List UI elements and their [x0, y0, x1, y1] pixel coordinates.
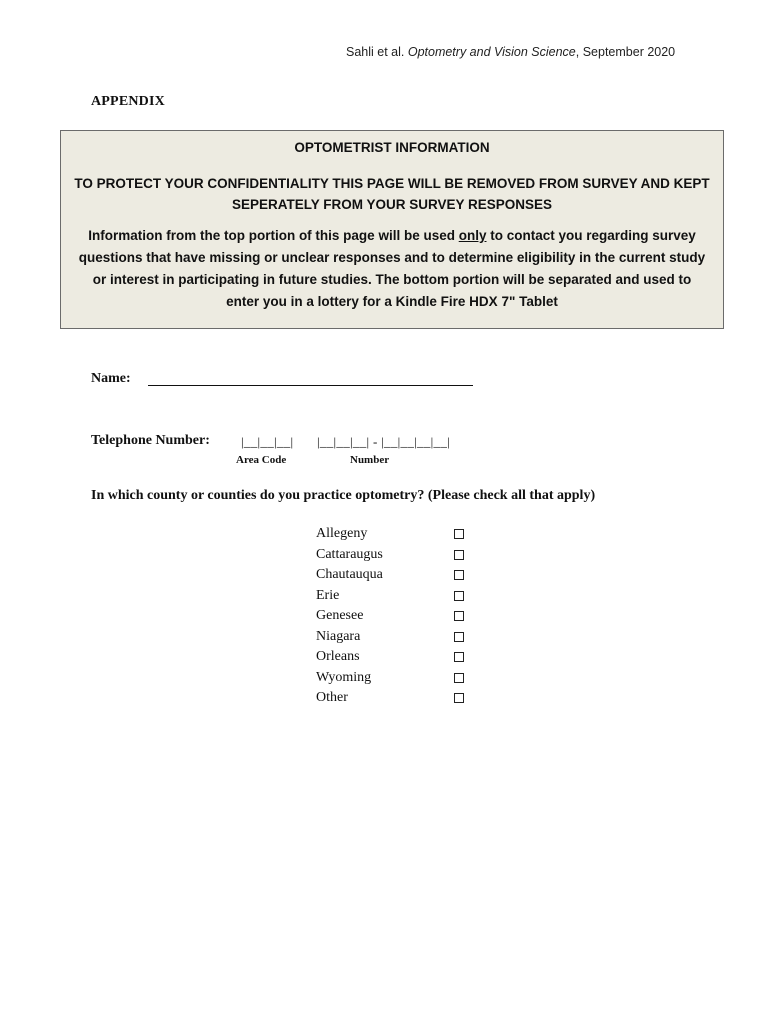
usage-text-after: to contact you regarding survey questions that have missing or unclear responses and to determine eligibility in the current study or interest in participating in future studies. The bottom portion will be separated and used to enter you in a lottery for a Kindle Fire HDX 7" Tablet [78, 228, 706, 309]
county-checkbox[interactable] [454, 570, 464, 580]
county-option[interactable] [316, 526, 476, 547]
citation-journal: Optometry and Vision Science [407, 45, 576, 59]
citation-suffix: , September 2020 [575, 45, 676, 59]
county-name: Other [316, 690, 348, 705]
county-question: In which county or counties do you practice optometry? (Please check all that apply) [91, 488, 596, 503]
county-name: Cattaraugus [316, 546, 383, 562]
county-checkbox[interactable] [454, 550, 464, 560]
county-option[interactable] [316, 629, 476, 650]
area-code-label: Area Code [236, 454, 287, 466]
county-checkbox[interactable] [454, 529, 464, 539]
citation-prefix: Sahli et al. [346, 45, 408, 59]
county-option[interactable] [316, 547, 476, 568]
county-checklist [316, 526, 476, 711]
county-name: Erie [316, 587, 340, 603]
area-code-field[interactable]: |__|__|__| [241, 434, 294, 449]
citation-header [346, 45, 675, 59]
county-option[interactable] [316, 670, 476, 691]
name-label: Name: [91, 371, 131, 386]
name-field[interactable] [148, 385, 473, 386]
county-checkbox[interactable] [454, 652, 464, 662]
county-checkbox[interactable] [454, 693, 464, 703]
county-name: Niagara [316, 628, 361, 644]
county-name: Wyoming [316, 669, 372, 685]
county-checkbox[interactable] [454, 632, 464, 642]
county-checkbox[interactable] [454, 611, 464, 621]
telephone-label: Telephone Number: [91, 433, 210, 448]
county-name: Chautauqua [316, 567, 383, 582]
info-box-title: OPTOMETRIST INFORMATION [294, 140, 490, 155]
usage-text-underlined: only [458, 228, 487, 243]
county-name: Orleans [316, 649, 360, 664]
optometrist-info-box [60, 130, 724, 329]
county-name: Allegeny [316, 526, 368, 541]
usage-information [77, 225, 707, 313]
confidentiality-warning: TO PROTECT YOUR CONFIDENTIALITY THIS PAGE WILL BE REMOVED FROM SURVEY AND KEPT SEPERATELY FROM YOUR SURVEY RESPONSES [74, 176, 710, 212]
county-option[interactable] [316, 608, 476, 629]
county-option[interactable] [316, 567, 476, 588]
county-option[interactable] [316, 690, 476, 711]
county-option[interactable] [316, 649, 476, 670]
number-label: Number [350, 454, 390, 466]
county-checkbox[interactable] [454, 673, 464, 683]
county-option[interactable] [316, 588, 476, 609]
appendix-title: APPENDIX [91, 94, 165, 109]
county-name: Genesee [316, 608, 364, 623]
phone-number-field[interactable]: |__|__|__| - |__|__|__|__| [317, 434, 451, 449]
county-checkbox[interactable] [454, 591, 464, 601]
usage-text-before: Information from the top portion of this page will be used [88, 228, 459, 243]
